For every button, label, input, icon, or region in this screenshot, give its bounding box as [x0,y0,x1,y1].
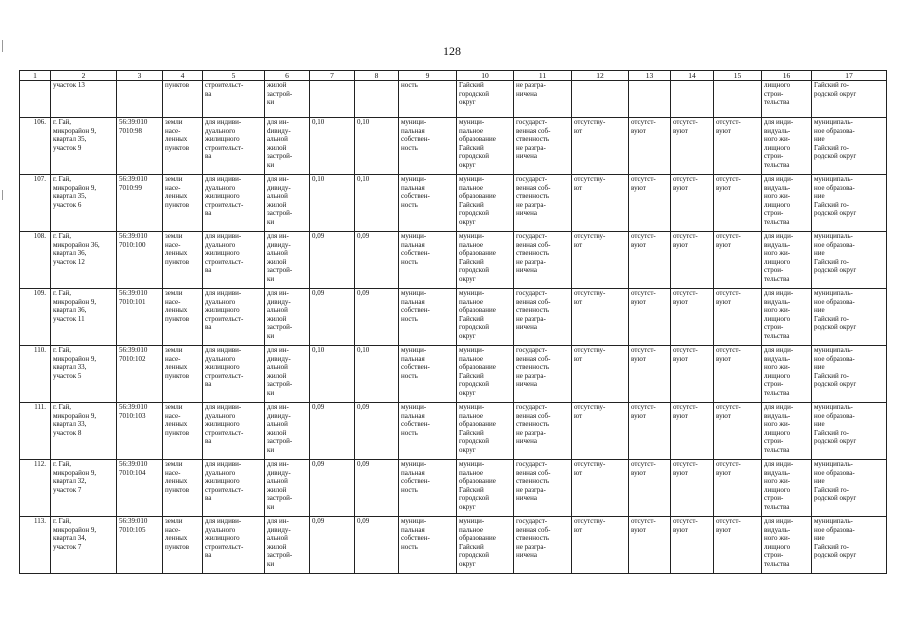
table-cell-col-7: 7 [310,71,355,81]
table-cell-col-13: отсутст- вуют [629,403,671,460]
table-cell-col-13: отсутст- вуют [629,289,671,346]
table-cell-col-16: для инди- видуаль- ного жи- лищного строи- тельства [762,346,812,403]
table-cell-col-5: строительст- ва [203,81,265,118]
table-cell-col-2: г. Гай, микрорайон 9, квартал 32, участок 7 [51,460,117,517]
table-cell-col-16: для инди- видуаль- ного жи- лищного строи- тельства [762,517,812,574]
table-cell-col-14: отсутст- вуют [671,289,714,346]
table-cell-col-14: 14 [671,71,714,81]
table-cell-col-17: муниципаль- ное образова- ние Гайский го- родской округ [812,175,887,232]
table-cell-col-5: для индиви- дуального жилищного строительст- ва [203,289,265,346]
table-cell-col-16: лищного строи- тельства [762,81,812,118]
table-cell-col-9: 9 [399,71,457,81]
table-cell-col-11: 11 [514,71,572,81]
table-cell-col-5: для индиви- дуального жилищного строительст- ва [203,517,265,574]
table-cell-col-13: 13 [629,71,671,81]
table-cell-col-17: муниципаль- ное образова- ние Гайский го- родской округ [812,403,887,460]
table-cell-col-13: отсутст- вуют [629,175,671,232]
table-cell-col-11: государст- венная соб- ственность не разгра- ничена [514,118,572,175]
table-cell-col-17: муниципаль- ное образова- ние Гайский го- родской округ [812,346,887,403]
table-cell-col-2: участок 13 [51,81,117,118]
table-cell-col-10: муници- пальное образование Гайский городской округ [457,346,514,403]
table-cell-col-8: 0,09 [355,460,399,517]
table-cell-col-12: 12 [572,71,629,81]
table-cell-col-7: 0,10 [310,346,355,403]
table-cell-col-3 [117,81,163,118]
table-cell-col-3: 56:39:010 7010:102 [117,346,163,403]
table-cell-col-6: для ин- дивиду- альной жилой застрой- ки [265,517,310,574]
table-cell-col-2: г. Гай, микрорайон 9, квартал 33, участок 5 [51,346,117,403]
table-cell-col-4: земли насе- ленных пунктов [163,175,203,232]
table-cell-col-1: 1 [20,71,51,81]
table-cell-col-11: государст- венная соб- ственность не разгра- ничена [514,289,572,346]
table-cell-col-7: 0,09 [310,232,355,289]
table-cell-col-2: г. Гай, микрорайон 36, квартал 36, участок 12 [51,232,117,289]
table-cell-col-4: пунктов [163,81,203,118]
table-cell-col-11: не разгра- ничена [514,81,572,118]
table-cell-col-17: муниципаль- ное образова- ние Гайский го- родской округ [812,517,887,574]
table-cell-col-15: отсутст- вуют [714,118,762,175]
table-cell-col-12: отсутству- ют [572,403,629,460]
table-cell-col-2: г. Гай, микрорайон 9, квартал 35, участок 6 [51,175,117,232]
table-cell-col-15: отсутст- вуют [714,175,762,232]
table-cell-col-3: 3 [117,71,163,81]
table-cell-col-10: Гайский городской округ [457,81,514,118]
table-cell-col-1: 111. [20,403,51,460]
table-cell-col-13: отсутст- вуют [629,460,671,517]
scan-edge-mark [2,40,3,52]
table-cell-col-13: отсутст- вуют [629,232,671,289]
table-cell-col-1: 106. [20,118,51,175]
table-cell-col-4: земли насе- ленных пунктов [163,118,203,175]
table-cell-col-5: для индиви- дуального жилищного строительст- ва [203,118,265,175]
table-cell-col-12: отсутству- ют [572,232,629,289]
table-cell-col-13: отсутст- вуют [629,118,671,175]
table-cell-col-5: для индиви- дуального жилищного строительст- ва [203,403,265,460]
table-cell-col-14: отсутст- вуют [671,460,714,517]
table-cell-col-15: отсутст- вуют [714,403,762,460]
table-cell-col-10: муници- пальное образование Гайский городской округ [457,289,514,346]
table-cell-col-14: отсутст- вуют [671,346,714,403]
table-cell-col-17: муниципаль- ное образова- ние Гайский го- родской округ [812,232,887,289]
table-cell-col-6: для ин- dивиду- альной жилой застрой- ки [265,118,310,175]
table-cell-col-7: 0,09 [310,403,355,460]
table-cell-col-3: 56:39:010 7010:100 [117,232,163,289]
table-cell-col-12: отсутству- ют [572,517,629,574]
table-cell-col-11: государст- венная соб- ственность не разгра- ничена [514,403,572,460]
table-row [20,289,887,346]
table-cell-col-6: для ин- дивиду- альной жилой застрой- ки [265,175,310,232]
table-cell-col-9: муници- пальная собствен- ность [399,346,457,403]
table-row [20,118,887,175]
table-cell-col-9: ность [399,81,457,118]
table-cell-col-9: муници- пальная собствен- ность [399,460,457,517]
table-cell-col-9: муници- пальная собствен- ность [399,175,457,232]
table-cell-col-15 [714,81,762,118]
table-cell-col-15: отсутст- вуют [714,289,762,346]
table-cell-col-8: 0,09 [355,517,399,574]
table-cell-col-4: земли насе- ленных пунктов [163,403,203,460]
table-cell-col-16: для инди- видуаль- ного жи- лищного строи- тельства [762,118,812,175]
table-cell-col-11: государст- венная соб- ственность не разгра- ничена [514,460,572,517]
table-cell-col-15: отсутст- вуют [714,232,762,289]
table-row [20,517,887,574]
table-cell-col-7: 0,10 [310,118,355,175]
table-cell-col-14: отсутст- вуют [671,403,714,460]
table-cell-col-13: отсутст- вуют [629,346,671,403]
table-cell-col-12: отсутству- ют [572,346,629,403]
table-cell-col-14: отсутст- вуют [671,175,714,232]
table-cell-col-14: отсутст- вуют [671,517,714,574]
table-cell-col-13 [629,81,671,118]
table-cell-col-8: 8 [355,71,399,81]
table-continuation-row [20,81,887,118]
table-cell-col-16: для инди- видуаль- ного жи- лищного строи- тельства [762,403,812,460]
table-cell-col-7 [310,81,355,118]
scan-edge-mark [2,190,3,200]
table-cell-col-1: 113. [20,517,51,574]
table-cell-col-14: отсутст- вуют [671,232,714,289]
table-cell-col-5: 5 [203,71,265,81]
table-cell-col-11: государст- венная соб- ственность не разгра- ничена [514,232,572,289]
table-cell-col-10: 10 [457,71,514,81]
table-cell-col-4: земли насе- ленных пунктов [163,289,203,346]
table-cell-col-8 [355,81,399,118]
table-cell-col-17: муниципаль- ное образова- ние Гайский го- родской округ [812,289,887,346]
table-cell-col-4: земли насе- ленных пунктов [163,232,203,289]
table-cell-col-10: муници- пальное образование Гайский городской округ [457,403,514,460]
table-cell-col-6: для ин- дивиду- альной жилой застрой- ки [265,289,310,346]
table-cell-col-15: отсутст- вуют [714,460,762,517]
table-cell-col-12: отсутству- ют [572,118,629,175]
table-cell-col-6: для ин- дивиду- альной жилой застрой- ки [265,346,310,403]
table-cell-col-9: муници- пальная собствен- ность [399,232,457,289]
table-cell-col-3: 56:39:010 7010:99 [117,175,163,232]
table-cell-col-8: 0,09 [355,403,399,460]
table-cell-col-8: 0,10 [355,346,399,403]
table-cell-col-1 [20,81,51,118]
table-cell-col-3: 56:39:010 7010:98 [117,118,163,175]
table-cell-col-7: 0,09 [310,517,355,574]
table-cell-col-12 [572,81,629,118]
table-header-row [20,71,887,81]
table-cell-col-15: 15 [714,71,762,81]
table-cell-col-7: 0,09 [310,289,355,346]
table-row [20,232,887,289]
table-row [20,346,887,403]
table-cell-col-5: для индиви- дуального жилищного строительст- ва [203,460,265,517]
table-cell-col-11: государст- венная соб- ственность не разгра- ничена [514,346,572,403]
table-cell-col-10: муници- пальное образование Гайский городской округ [457,118,514,175]
table-cell-col-12: отсутству- ют [572,175,629,232]
table-row [20,175,887,232]
table-cell-col-3: 56:39:010 7010:104 [117,460,163,517]
table-cell-col-17: 17 [812,71,887,81]
table-cell-col-3: 56:39:010 7010:101 [117,289,163,346]
table-cell-col-16: 16 [762,71,812,81]
table-cell-col-8: 0,09 [355,232,399,289]
table-cell-col-9: муници- пальная собствен- ность [399,289,457,346]
table-cell-col-12: отсутству- ют [572,460,629,517]
table-cell-col-9: муници- пальная собствен- ность [399,517,457,574]
table-cell-col-10: муници- пальное образование Гайский городской округ [457,175,514,232]
table-cell-col-15: отсутст- вуют [714,517,762,574]
table-cell-col-13: отсутст- вуют [629,517,671,574]
table-cell-col-16: для инди- видуаль- ного жи- лищного строи- тельства [762,232,812,289]
table-cell-col-8: 0,10 [355,175,399,232]
table-cell-col-14: отсутст- вуют [671,118,714,175]
table-cell-col-6: для ин- дивиду- альной жилой застрой- ки [265,403,310,460]
table-cell-col-1: 109. [20,289,51,346]
table-row [20,460,887,517]
table-cell-col-2: 2 [51,71,117,81]
table-cell-col-9: муници- пальная собствен- ность [399,118,457,175]
page-number: 128 [443,44,461,58]
table-cell-col-11: государст- венная соб- ственность не разгра- ничена [514,175,572,232]
table-row [20,403,887,460]
table-cell-col-14 [671,81,714,118]
table-cell-col-1: 107. [20,175,51,232]
table-cell-col-16: для инди- видуаль- ного жи- лищного строи- тельства [762,289,812,346]
table-cell-col-1: 108. [20,232,51,289]
table-cell-col-8: 0,10 [355,118,399,175]
table-cell-col-12: отсутству- ют [572,289,629,346]
table-cell-col-17: муниципаль- ное образова- ние Гайский го- родской округ [812,118,887,175]
table-cell-col-5: для индиви- дуального жилищного строительст- ва [203,175,265,232]
table-cell-col-6: 6 [265,71,310,81]
table-cell-col-7: 0,09 [310,460,355,517]
table-cell-col-2: г. Гай, микрорайон 9, квартал 34, участок 7 [51,517,117,574]
table-cell-col-11: государст- венная соб- ственность не разгра- ничена [514,517,572,574]
table-cell-col-2: г. Гай, микрорайон 9, квартал 36, участок 11 [51,289,117,346]
table-cell-col-7: 0,10 [310,175,355,232]
table-cell-col-5: для индиви- дуального жилищного строительст- ва [203,346,265,403]
table-cell-col-2: г. Гай, микрорайон 9, квартал 33, участок 8 [51,403,117,460]
table-cell-col-17: Гайский го- родской округ [812,81,887,118]
table-cell-col-8: 0,09 [355,289,399,346]
table-cell-col-9: муници- пальная собствен- ность [399,403,457,460]
table-cell-col-4: земли насе- ленных пунктов [163,346,203,403]
table-cell-col-4: 4 [163,71,203,81]
table-cell-col-16: для инди- видуаль- ного жи- лищного строи- тельства [762,460,812,517]
table-cell-col-6: для ин- дивиду- альной жилой застрой- ки [265,460,310,517]
table-cell-col-10: муници- пальное образование Гайский городской округ [457,460,514,517]
table-cell-col-5: для индиви- дуального жилищного строительст- ва [203,232,265,289]
table-cell-col-2: г. Гай, микрорайон 9, квартал 35, участок 9 [51,118,117,175]
table-cell-col-1: 112. [20,460,51,517]
table-cell-col-6: жилой застрой- ки [265,81,310,118]
table-cell-col-1: 110. [20,346,51,403]
table-cell-col-16: для инди- видуаль- ного жи- лищного строи- тельства [762,175,812,232]
table-cell-col-15: отсутст- вуют [714,346,762,403]
table-cell-col-3: 56:39:010 7010:103 [117,403,163,460]
table-cell-col-6: для ин- дивиду- альной жилой застрой- ки [265,232,310,289]
table-cell-col-4: земли насе- ленных пунктов [163,517,203,574]
table-cell-col-10: муници- пальное образование Гайский городской округ [457,232,514,289]
table-cell-col-17: муниципаль- ное образова- ние Гайский го- родской округ [812,460,887,517]
table-cell-col-4: земли насе- ленных пунктов [163,460,203,517]
table-cell-col-10: муници- пальное образование Гайский городской округ [457,517,514,574]
land-plots-table [19,70,887,574]
table-cell-col-3: 56:39:010 7010:105 [117,517,163,574]
